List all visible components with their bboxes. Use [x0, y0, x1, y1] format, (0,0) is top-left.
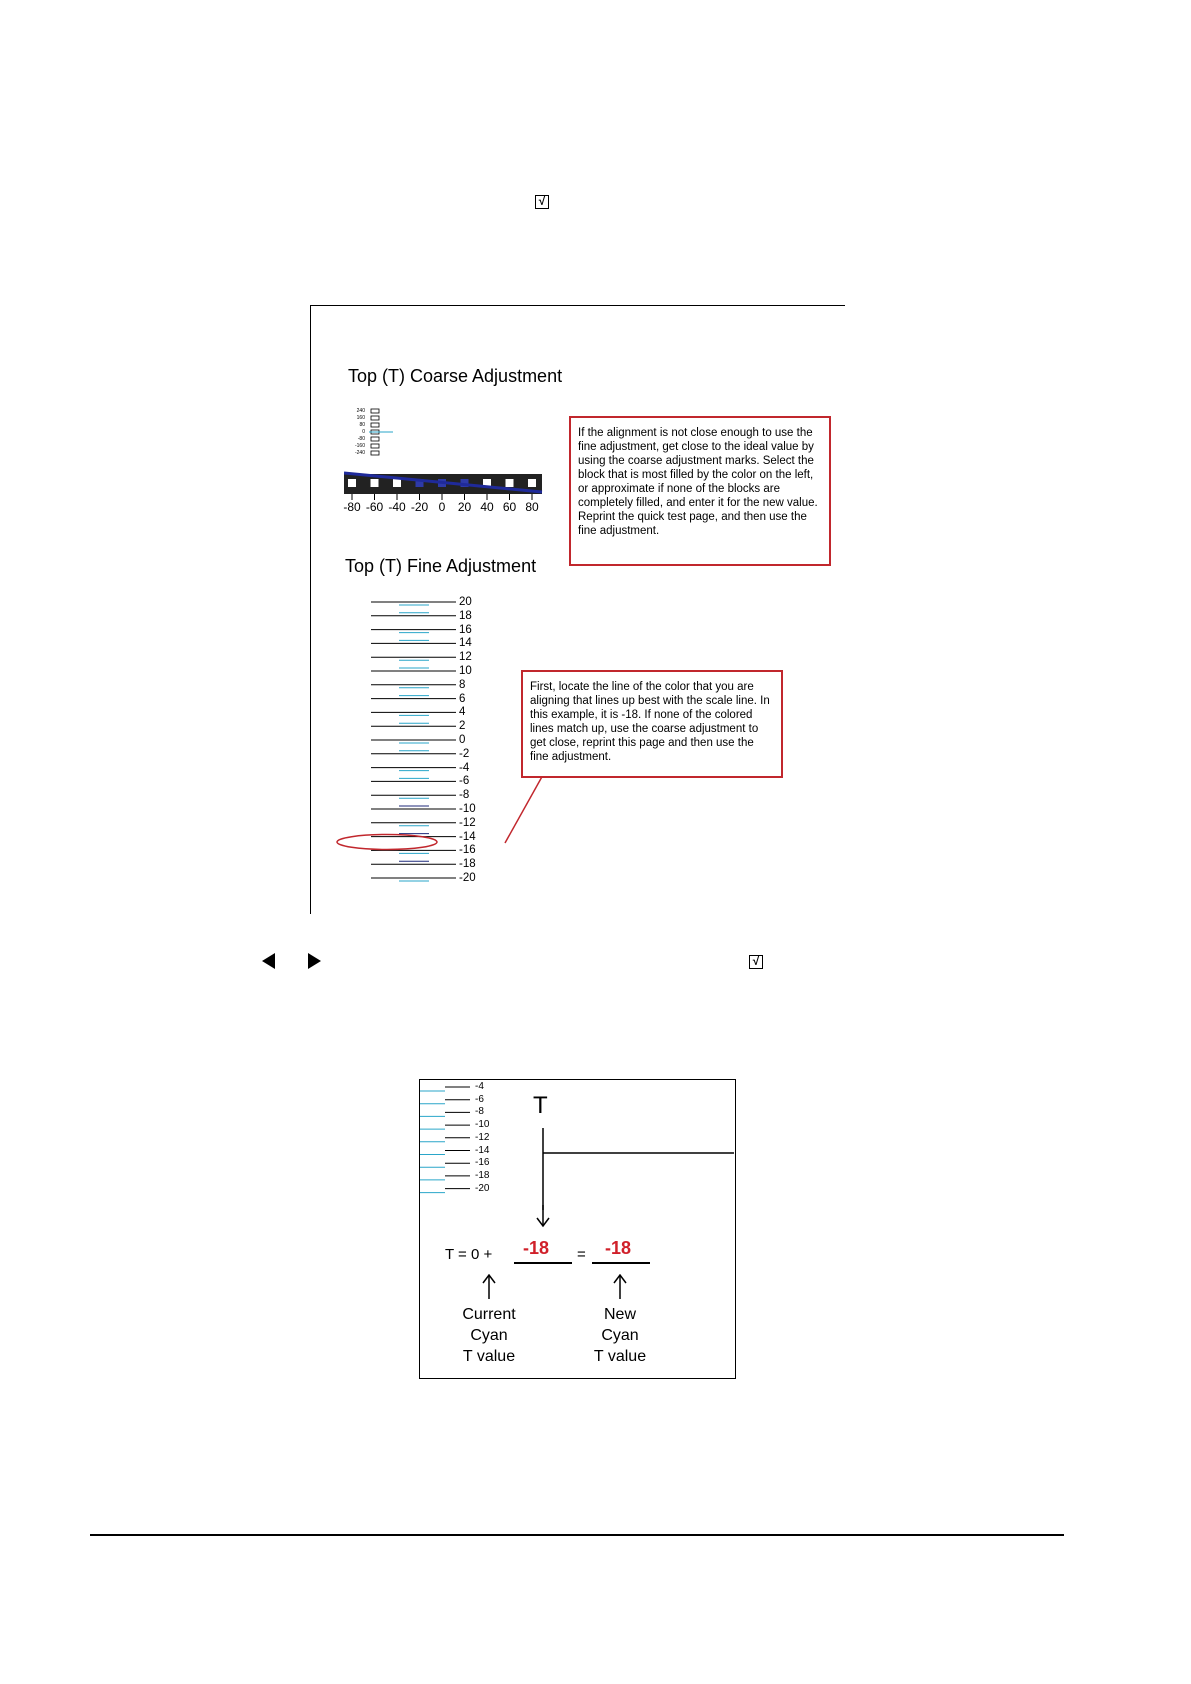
fine-scale-label: -12: [459, 816, 476, 829]
coarse-tick-label: -20: [410, 500, 429, 514]
small-scale-graphic: [369, 408, 399, 456]
calc-scale-label: -18: [475, 1169, 490, 1181]
calc-scale-label: -8: [475, 1106, 484, 1118]
coarse-tick-label: -80: [343, 500, 361, 514]
fine-scale-label: -10: [459, 803, 476, 815]
coarse-heading: Top (T) Coarse Adjustment: [348, 366, 563, 386]
fine-scale-label: -16: [459, 844, 476, 857]
small-scale-rung: [371, 437, 379, 441]
small-scale-label: -160: [354, 443, 365, 449]
coarse-block: [506, 479, 514, 487]
fine-scale-label: -6: [459, 775, 470, 788]
small-scale-rung: [371, 409, 379, 413]
coarse-callout: If the alignment is not close enough to use the fine adjustment, get close to the ideal value by using the coarse adjustment marks. Select the block that is most filled by the color on the left, or approximate if none of the blocks are completely filled, and enter it for the new value. Reprint the quick test page, and then use the fine adjustment.: [569, 416, 831, 566]
caption-new-line1: New: [603, 1306, 636, 1323]
fine-scale-label: 4: [459, 706, 466, 719]
small-scale-label: 0: [362, 429, 365, 435]
small-scale-rung: [371, 416, 379, 420]
fine-scale-label: -2: [459, 747, 470, 760]
coarse-block: [393, 479, 401, 487]
checkbox-check-icon: √: [535, 195, 549, 209]
fine-scale-label: -4: [459, 761, 470, 774]
fine-scale-label: 8: [459, 678, 466, 691]
small-scale-label: 80: [359, 422, 365, 428]
coarse-tick-label: -40: [388, 500, 406, 514]
right-triangle-icon: [308, 953, 322, 969]
coarse-tick-label: 40: [480, 500, 494, 514]
coarse-tick-label: 60: [502, 500, 517, 514]
fine-scale-label: 0: [459, 734, 466, 746]
calc-scale-graphic: [420, 1080, 734, 1210]
new-value-underline: [592, 1262, 650, 1264]
checkbox-check-icon: √: [749, 955, 763, 969]
calc-scale-label: -4: [475, 1081, 484, 1092]
coarse-tick-label: 20: [457, 500, 472, 514]
fine-scale-label: -18: [459, 858, 476, 871]
coarse-tick-label: 80: [525, 500, 539, 514]
small-scale-label: -80: [357, 436, 365, 442]
calc-scale-label: -16: [475, 1157, 490, 1169]
fine-heading: Top (T) Fine Adjustment: [345, 556, 537, 576]
alignment-panel: [310, 305, 845, 914]
fine-scale-label: 16: [459, 623, 472, 636]
caption-current-line3: T value: [462, 1348, 516, 1365]
fine-scale-label: 6: [459, 692, 466, 705]
fine-value: -18: [523, 1238, 550, 1258]
coarse-block: [371, 479, 379, 487]
fine-scale-label: 18: [459, 609, 472, 622]
coarse-block: [348, 479, 356, 487]
calc-scale-label: -12: [475, 1131, 490, 1143]
t-label: T: [533, 1092, 548, 1119]
fine-scale-label: 14: [459, 637, 472, 650]
coarse-tick-label: 0: [438, 500, 446, 514]
small-scale-rung: [371, 444, 379, 448]
coarse-tick-label: -60: [365, 500, 384, 514]
formula-left: T = 0 +: [445, 1246, 493, 1263]
fine-value-underline: [514, 1262, 572, 1264]
calculation-panel: [419, 1079, 736, 1379]
caption-new-line2: Cyan: [601, 1327, 639, 1344]
caption-current-line2: Cyan: [470, 1327, 508, 1344]
calc-scale-label: -20: [475, 1182, 490, 1194]
caption-new-line3: T value: [593, 1348, 647, 1365]
coarse-block: [528, 479, 536, 487]
caption-current-line1: Current: [462, 1306, 516, 1323]
coarse-block-bar: [344, 470, 544, 500]
up-arrow-icon: [612, 1274, 628, 1300]
fine-callout: First, locate the line of the color that you are aligning that lines up best with the scale line. In this example, it is -18. If none of the colored lines match up, use the coarse adjustment to get close, reprint this page and then use the fine adjustment.: [521, 670, 783, 778]
footer-rule: [90, 1534, 1064, 1536]
calc-scale-label: -10: [475, 1119, 490, 1131]
caption-new: [570, 1304, 670, 1367]
small-scale-rung: [371, 423, 379, 427]
caption-current: [439, 1304, 539, 1367]
up-arrow-icon: [481, 1274, 497, 1300]
small-scale-label: -240: [354, 450, 365, 456]
formula-equals: =: [577, 1246, 586, 1263]
calc-scale-label: -14: [475, 1144, 490, 1156]
fine-scale-label: -20: [459, 872, 476, 884]
small-scale-label: 160: [356, 415, 365, 421]
left-triangle-icon: [262, 953, 276, 969]
calc-scale-label: -6: [475, 1093, 484, 1105]
fine-scale-label: -8: [459, 789, 470, 802]
new-value: -18: [605, 1238, 632, 1258]
small-scale-label: 240: [356, 408, 365, 414]
fine-scale-label: 12: [459, 651, 472, 664]
fine-scale-label: 10: [459, 665, 472, 677]
small-scale-rung: [371, 451, 379, 455]
fine-scale-label: 2: [459, 720, 466, 733]
fine-scale-label: -14: [459, 830, 476, 843]
fine-scale-label: 20: [459, 596, 472, 608]
down-arrow-icon: [533, 1205, 553, 1230]
